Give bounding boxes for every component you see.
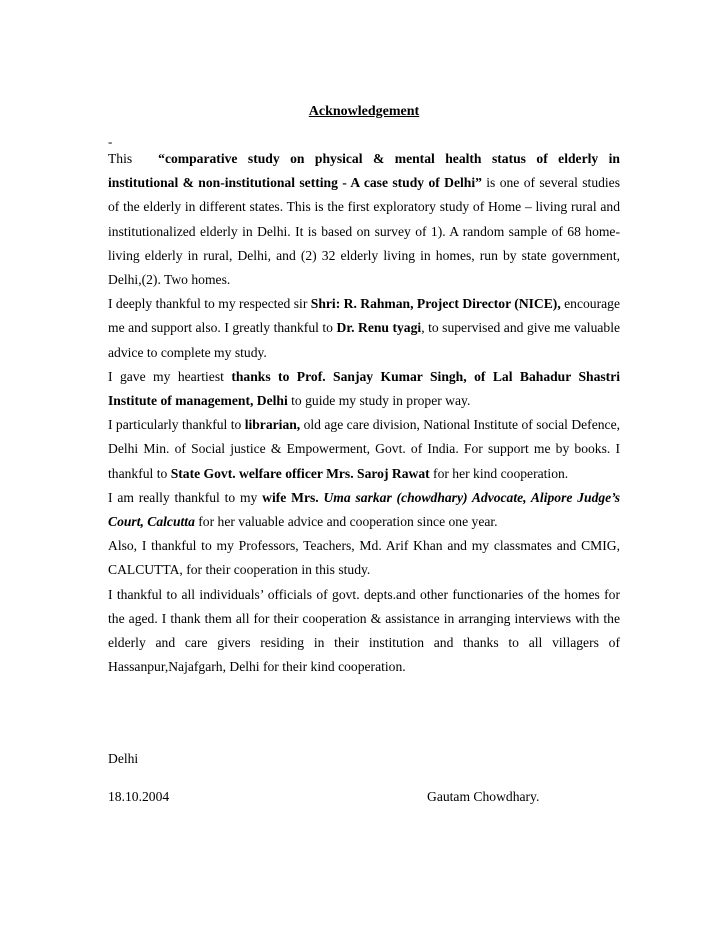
paragraph-wife — [108, 486, 620, 534]
emphasis-run: librarian, — [244, 417, 301, 433]
emphasis-run: Dr. Renu tyagi — [336, 320, 422, 336]
place-label: Delhi — [108, 751, 139, 766]
text-run: old age care division, National Institute of social Defence, Delhi Min. of Social justice & Empowerment, Govt. of India. For support me by books. I thankful to — [108, 417, 620, 481]
paragraph-rahman — [108, 292, 620, 365]
text-run: I gave my heartiest — [108, 368, 232, 384]
text-run: I deeply thankful to my respected sir — [108, 296, 311, 312]
emphasis-run: State Govt. welfare officer Mrs. Saroj Rawat — [170, 465, 430, 481]
signature-name: Gautam Chowdhary. — [427, 789, 540, 804]
study-title: “comparative study on physical & mental health status of elderly in institutional & non-institutional setting - A case study of Delhi” — [108, 151, 620, 191]
date-label: 18.10.2004 — [108, 789, 170, 804]
paragraph-singh — [108, 365, 620, 413]
paragraph-professors: Also, I thankful to my Professors, Teachers, Md. Arif Khan and my classmates and CMIG, CALCUTTA, for their cooperation in this study. — [108, 538, 620, 578]
title-text: Acknowledgement — [308, 104, 420, 119]
text-run: for her kind cooperation. — [429, 465, 569, 481]
dash-mark: - — [108, 134, 113, 149]
text-run: to guide my study in proper way. — [287, 393, 471, 409]
text-run: I am really thankful to my — [108, 489, 263, 505]
body-text — [108, 147, 620, 679]
paragraph-officials: I thankful to all individuals’ officials of govt. depts.and other functionaries of the homes for the aged. I thank them all for their cooperation & assistance in arranging interviews with the elderly and care givers residing in their institution and thanks to all villagers of Hassanpur,Najafgarh, Delhi for their kind cooperation. — [108, 586, 620, 675]
paragraph-intro — [108, 147, 620, 292]
emphasis-italic-run: Uma sarkar (chowdhary) Advocate, Alipore Judge’s Court, Calcutta — [108, 489, 620, 530]
text-run: for her valuable advice and cooperation since one year. — [194, 514, 498, 530]
text-run: , to supervised and give me valuable advice to complete my study. — [108, 320, 621, 360]
emphasis-run: thanks to Prof. Sanjay Kumar Singh, of Lal Bahadur Shastri Institute of management, Delhi — [108, 368, 620, 409]
paragraph-librarian — [108, 413, 620, 486]
page-title — [0, 102, 728, 122]
emphasis-run: wife Mrs. — [262, 489, 319, 505]
text-run: encourage me and support also. I greatly thankful to — [108, 296, 620, 336]
text-run: I particularly thankful to — [108, 417, 245, 433]
intro-lead: This — [108, 151, 133, 166]
emphasis-run: Shri: R. Rahman, Project Director (NICE), — [310, 296, 561, 312]
intro-rest: is one of several studies of the elderly in different states. This is the first exploratory study of Home – living rural and institutionalized elderly in Delhi. It is based on survey of 1). A random sample of 68 home-living elderly in rural, Delhi, and (2) 32 elderly living in homes, run by state government, Delhi,(2). Two homes. — [108, 175, 621, 288]
